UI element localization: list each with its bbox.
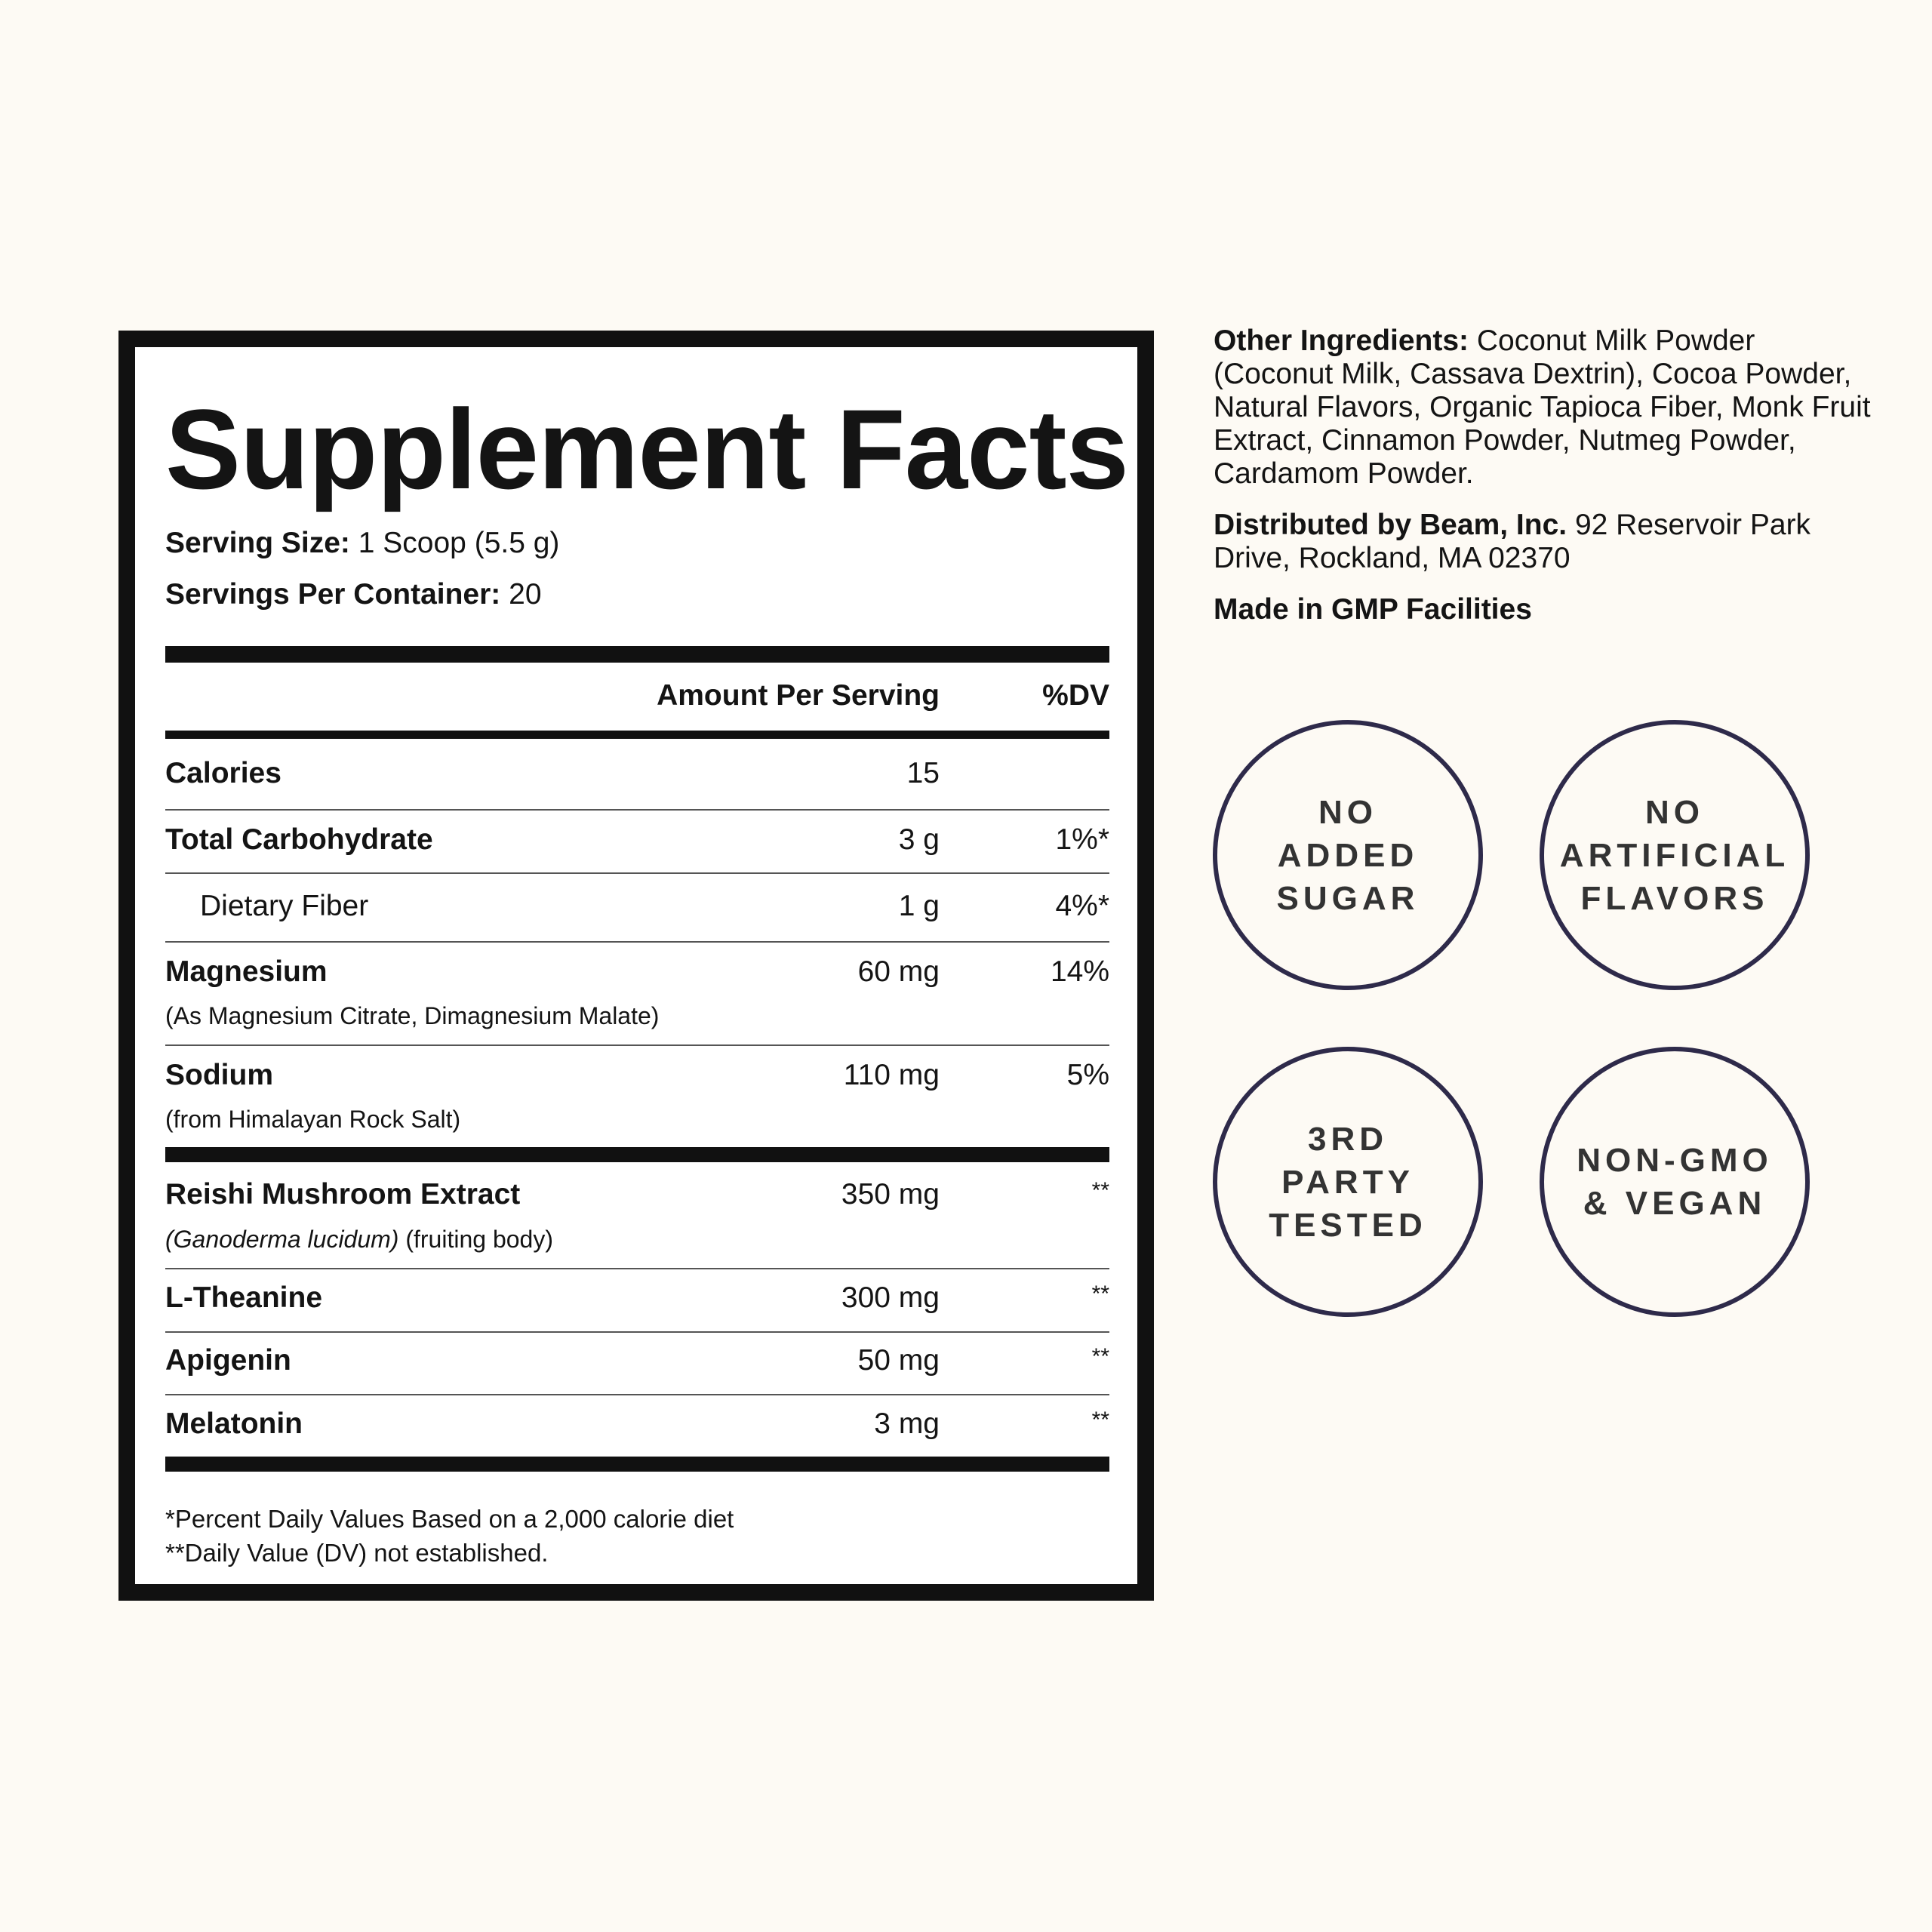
product-info [1214, 325, 1878, 645]
facts-title: Supplement Facts [165, 386, 1128, 512]
row-magnesium-source: (As Magnesium Citrate, Dimagnesium Malate) [165, 1002, 660, 1029]
badge-no-artificial-flavors [1540, 720, 1810, 990]
row-fiber-amount: 1 g [898, 890, 940, 922]
row-divider [165, 1331, 1109, 1333]
row-sodium-amount: 110 mg [843, 1059, 940, 1091]
row-apigenin-amount: 50 mg [857, 1344, 940, 1377]
row-reishi-amount: 350 mg [841, 1178, 940, 1211]
row-theanine-name: L-Theanine [165, 1281, 323, 1314]
thick-divider [165, 1457, 1109, 1472]
row-theanine-amount: 300 mg [841, 1281, 940, 1314]
other-ingredients-label: Other Ingredients: [1214, 325, 1469, 357]
row-calories-name: Calories [165, 757, 281, 789]
row-divider [165, 809, 1109, 811]
row-divider [165, 1394, 1109, 1395]
distributor-address: 92 Reservoir Park Drive, Rockland, MA 02370 [1214, 509, 1811, 574]
row-melatonin-amount: 3 mg [874, 1407, 940, 1440]
row-divider [165, 941, 1109, 943]
badge-third-party-tested-text: 3RD PARTY TESTED [1269, 1120, 1427, 1244]
row-magnesium-dv: 14% [1050, 955, 1109, 988]
row-reishi-source [165, 1226, 553, 1254]
row-divider [165, 872, 1109, 874]
other-ingredients [1214, 325, 1878, 491]
row-calories-amount: 15 [906, 757, 940, 789]
reishi-part: (fruiting body) [398, 1226, 553, 1253]
footnote-percent-dv: *Percent Daily Values Based on a 2,000 calorie diet [165, 1505, 734, 1533]
row-divider [165, 1268, 1109, 1269]
amount-per-serving-header: Amount Per Serving [657, 679, 940, 712]
header-divider [165, 731, 1109, 739]
serving-size-value: 1 Scoop (5.5 g) [358, 527, 560, 559]
row-magnesium-amount: 60 mg [857, 955, 940, 988]
row-fiber-dv: 4%* [1055, 890, 1109, 922]
row-magnesium-name: Magnesium [165, 955, 328, 988]
footnote-dv-not-established: **Daily Value (DV) not established. [165, 1539, 549, 1567]
distributor-label: Distributed by Beam, Inc. [1214, 509, 1567, 541]
row-carbohydrate-amount: 3 g [898, 823, 940, 856]
made-in [1214, 593, 1878, 626]
badge-no-added-sugar-text: NO ADDED SUGAR [1276, 793, 1420, 917]
row-carbohydrate-dv: 1%* [1055, 823, 1109, 856]
thick-divider [165, 1147, 1109, 1162]
badge-no-artificial-flavors-text: NO ARTIFICIAL FLAVORS [1559, 793, 1790, 917]
servings-value: 20 [509, 578, 542, 611]
dv-header: %DV [1042, 679, 1109, 712]
row-reishi-dv: ** [1091, 1178, 1109, 1203]
row-melatonin-name: Melatonin [165, 1407, 303, 1440]
row-sodium-dv: 5% [1066, 1059, 1109, 1091]
row-fiber-name: Dietary Fiber [200, 890, 369, 922]
row-sodium-source: (from Himalayan Rock Salt) [165, 1106, 461, 1133]
serving-size [165, 527, 559, 560]
row-apigenin-name: Apigenin [165, 1344, 291, 1377]
row-carbohydrate-name: Total Carbohydrate [165, 823, 433, 856]
row-sodium-name: Sodium [165, 1059, 273, 1091]
row-melatonin-dv: ** [1091, 1407, 1109, 1432]
row-apigenin-dv: ** [1091, 1344, 1109, 1369]
badge-no-added-sugar [1213, 720, 1483, 990]
other-ingredients-text: Coconut Milk Powder (Coconut Milk, Cassava Dextrin), Cocoa Powder, Natural Flavors, Organic Tapioca Fiber, Monk Fruit Extract, Cinnamon Powder, Nutmeg Powder, Cardamom Powder. [1214, 325, 1871, 490]
reishi-latin-name: (Ganoderma lucidum) [165, 1226, 399, 1253]
supplement-facts-panel [118, 331, 1154, 1601]
badge-non-gmo-vegan-text: NON-GMO & VEGAN [1577, 1142, 1773, 1222]
badge-third-party-tested [1213, 1047, 1483, 1317]
made-in-text: Made in GMP Facilities [1214, 593, 1532, 626]
row-divider [165, 1044, 1109, 1046]
row-theanine-dv: ** [1091, 1281, 1109, 1306]
servings-label: Servings Per Container: [165, 578, 501, 611]
servings-per-container [165, 578, 542, 611]
thick-divider [165, 646, 1109, 663]
row-reishi-name: Reishi Mushroom Extract [165, 1178, 521, 1211]
badge-non-gmo-vegan [1540, 1047, 1810, 1317]
distributor [1214, 509, 1878, 575]
serving-size-label: Serving Size: [165, 527, 350, 559]
